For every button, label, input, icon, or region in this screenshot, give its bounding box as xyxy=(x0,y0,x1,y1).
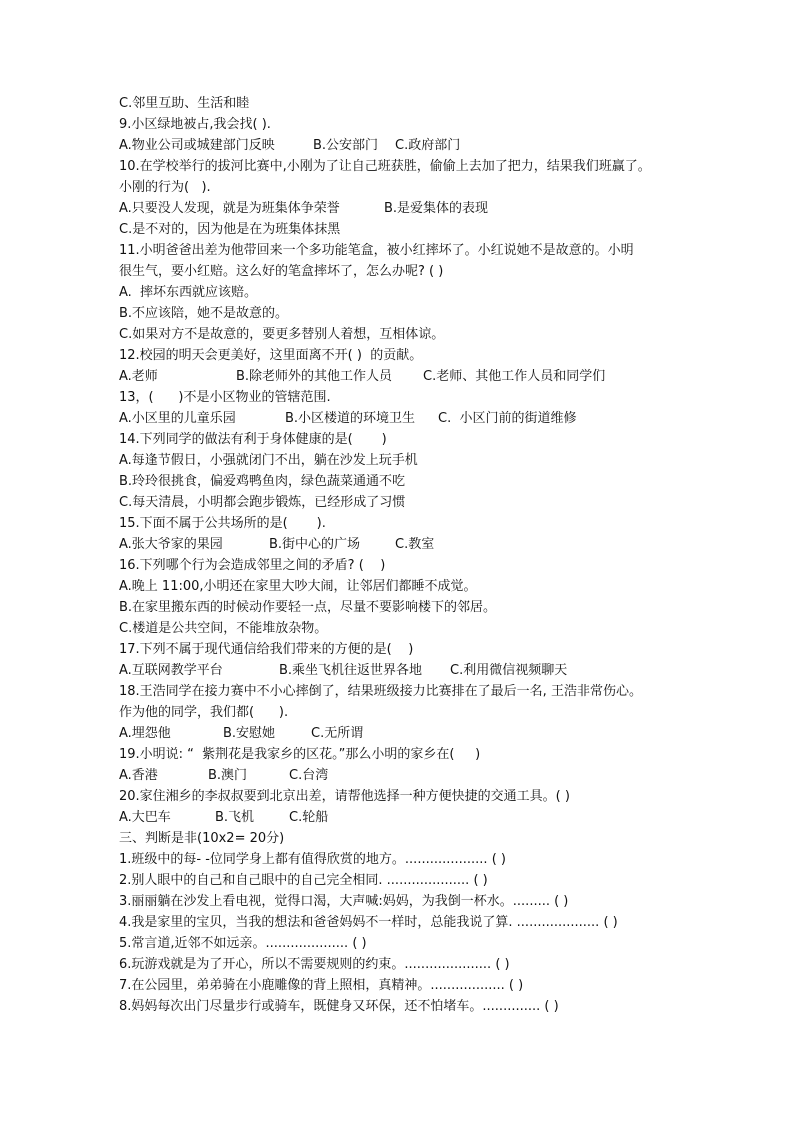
q11-question-line1: 11.小明爸爸出差为他带回来一个多功能笔盒，被小红摔坏了。小红说她不是故意的。小明 xyxy=(119,243,634,258)
q10-question-line2: 小刚的行为( ). xyxy=(119,180,211,195)
q11-question-line2: 很生气，要小红赔。这么好的笔盒摔坏了，怎么办呢? ( ) xyxy=(119,264,444,279)
q13-option-c: C. 小区门前的街道维修 xyxy=(438,411,577,426)
q17-option-c: C.利用微信视频聊天 xyxy=(450,663,568,678)
q13-option-a: A.小区里的儿童乐园 xyxy=(119,411,236,426)
judge-item-6: 6.玩游戏就是为了开心，所以不需要规则的约束。..................... ( ) xyxy=(119,957,510,972)
q19-option-c: C.台湾 xyxy=(289,768,329,783)
judge-item-1: 1.班级中的每- -位同学身上都有值得欣赏的地方。.................... ( ) xyxy=(119,852,506,867)
q19-option-b: B.澳门 xyxy=(208,768,248,783)
q8-option-c: C.邻里互助、生活和睦 xyxy=(119,96,250,111)
q17-options xyxy=(119,662,759,680)
judge-item-4: 4.我是家里的宝贝，当我的想法和爸爸妈妈不一样时，总能我说了算. .................... ( ) xyxy=(119,915,618,930)
q18-option-b: B.安慰她 xyxy=(223,726,276,741)
q12-option-b: B.除老师外的其他工作人员 xyxy=(236,369,393,384)
q16-option-b: B.在家里搬东西的时候动作要轻一点，尽量不要影响楼下的邻居。 xyxy=(119,600,497,615)
q20-option-b: B.飞机 xyxy=(215,810,255,825)
q10-question-line1: 10.在学校举行的拔河比赛中,小刚为了让自己班获胜，偷偷上去加了把力，结果我们班赢了。 xyxy=(119,159,651,174)
q13-question: 13，( )不是小区物业的管辖范围. xyxy=(119,390,331,405)
q17-question: 17.下列不属于现代通信给我们带来的方便的是( ) xyxy=(119,642,414,657)
q9-option-c: C.政府部门 xyxy=(395,138,461,153)
q9-option-a: A.物业公司或城建部门反映 xyxy=(119,138,275,153)
q10-option-a: A.只要没人发现，就是为班集体争荣誉 xyxy=(119,201,340,216)
q16-option-c: C.楼道是公共空间，不能堆放杂物。 xyxy=(119,621,328,636)
q11-option-b: B.不应该陪，她不是故意的。 xyxy=(119,306,289,321)
q15-question: 15.下面不属于公共场所的是( ). xyxy=(119,516,326,531)
q16-option-a: A.晚上 11:00,小明还在家里大吵大闹，让邻居们都睡不成觉。 xyxy=(119,579,477,594)
q20-options xyxy=(119,809,759,827)
judge-item-3: 3.丽丽躺在沙发上看电视，觉得口渴，大声喊:妈妈，为我倒一杯水。......... ( ) xyxy=(119,894,569,909)
q13-option-b: B.小区楼道的环境卫生 xyxy=(285,411,416,426)
q14-option-a: A.每逢节假日，小强就闭门不出，躺在沙发上玩手机 xyxy=(119,453,418,468)
q11-option-a: A. 摔坏东西就应该赔。 xyxy=(119,285,258,300)
q14-option-c: C.每天清晨，小明都会跑步锻炼，已经形成了习惯 xyxy=(119,495,406,510)
q18-question-line1: 18.王浩同学在接力赛中不小心摔倒了，结果班级接力比赛排在了最后一名, 王浩非常伤心。 xyxy=(119,684,642,699)
q14-option-b: B.玲玲很挑食，偏爱鸡鸭鱼肉，绿色蔬菜通通不吃 xyxy=(119,474,406,489)
q17-option-b: B.乘坐飞机往返世界各地 xyxy=(279,663,423,678)
q18-option-c: C.无所谓 xyxy=(311,726,364,741)
q15-option-a: A.张大爷家的果园 xyxy=(119,537,223,552)
q12-option-a: A.老师 xyxy=(119,369,158,384)
q19-options xyxy=(119,767,759,785)
judge-item-7: 7.在公园里，弟弟骑在小鹿雕像的背上照相，真精神。.................. ( ) xyxy=(119,978,524,993)
q15-option-b: B.街中心的广场 xyxy=(269,537,361,552)
q17-option-a: A.互联网教学平台 xyxy=(119,663,223,678)
q11-option-c: C.如果对方不是故意的，要更多替别人着想，互相体谅。 xyxy=(119,327,445,342)
judge-item-8: 8.妈妈每次出门尽量步行或骑车，既健身又环保，还不怕堵车。.............. ( ) xyxy=(119,999,559,1014)
q19-question: 19.小明说: “ 紫荆花是我家乡的区花。”那么小明的家乡在( ) xyxy=(119,747,481,762)
judge-item-2: 2.别人眼中的自己和自己眼中的自己完全相同. .................... ( ) xyxy=(119,873,488,888)
q18-question-line2: 作为他的同学，我们都( ). xyxy=(119,705,289,720)
q12-option-c: C.老师、其他工作人员和同学们 xyxy=(423,369,606,384)
q20-option-c: C.轮船 xyxy=(289,810,329,825)
judge-item-5: 5.常言道,近邻不如远亲。.................... ( ) xyxy=(119,936,367,951)
q9-option-b: B.公安部门 xyxy=(313,138,379,153)
q16-question: 16.下列哪个行为会造成邻里之间的矛盾? ( ) xyxy=(119,558,386,573)
q14-question: 14.下列同学的做法有利于身体健康的是( ) xyxy=(119,432,387,447)
section-3-heading: 三、判断是非(10x2= 20分) xyxy=(119,831,285,846)
q10-option-c: C.是不对的，因为他是在为班集体抹黑 xyxy=(119,222,341,237)
q19-option-a: A.香港 xyxy=(119,768,158,783)
q20-option-a: A.大巴车 xyxy=(119,810,171,825)
q18-option-a: A.埋怨他 xyxy=(119,726,171,741)
q9-question: 9.小区绿地被占,我会找( ). xyxy=(119,117,271,132)
q20-question: 20.家住湘乡的李叔叔要到北京出差，请帮他选择一种方便快捷的交通工具。( ) xyxy=(119,789,570,804)
q10-option-b: B.是爱集体的表现 xyxy=(384,201,489,216)
q13-options xyxy=(119,410,759,428)
q18-options xyxy=(119,725,759,743)
q15-option-c: C.教室 xyxy=(395,537,435,552)
q10-options xyxy=(119,200,759,218)
q9-options xyxy=(119,137,759,155)
q12-question: 12.校园的明天会更美好，这里面离不开( ) 的贡献。 xyxy=(119,348,423,363)
q12-options xyxy=(119,368,759,386)
q15-options xyxy=(119,536,759,554)
